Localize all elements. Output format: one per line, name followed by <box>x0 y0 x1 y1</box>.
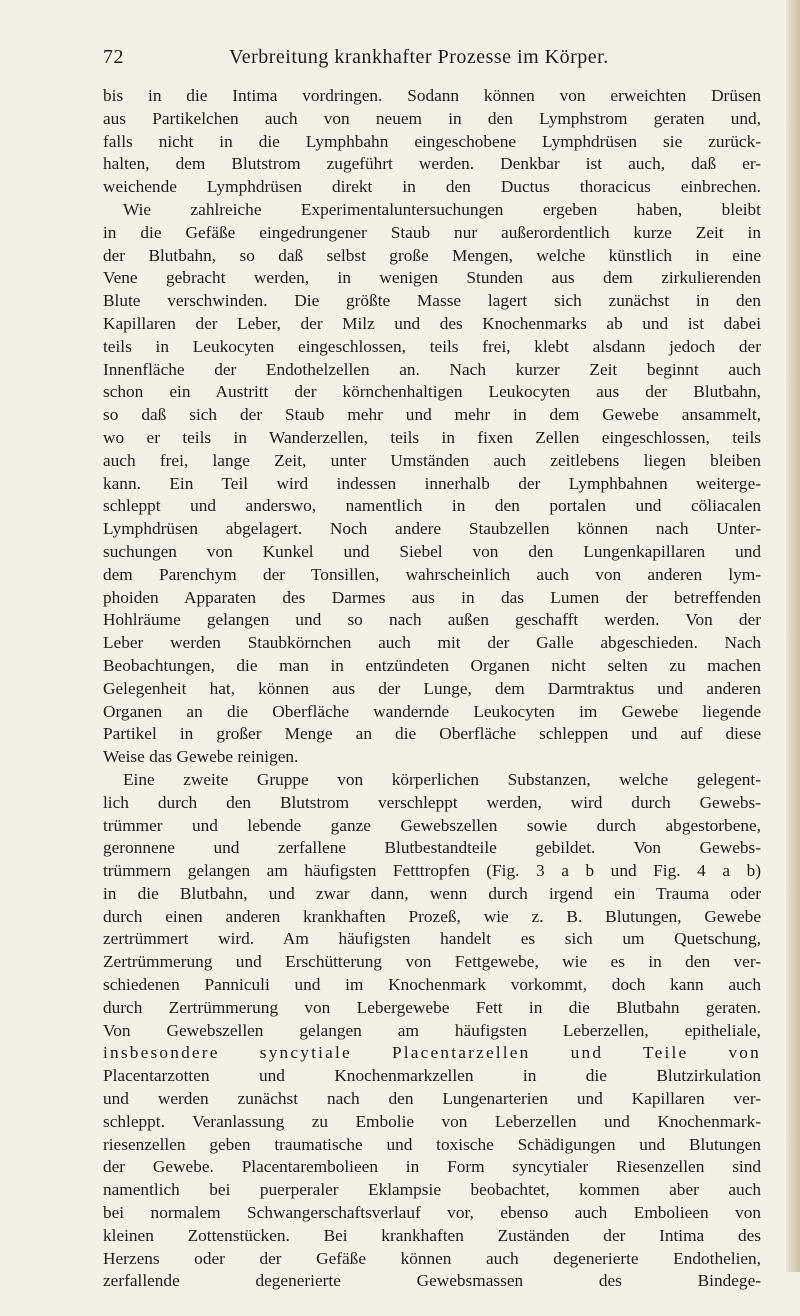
text-line: teils in Leukocyten eingeschlossen, teils frei, klebt alsdann jedoch der <box>103 336 761 356</box>
text-line: bis in die Intima vordringen. Sodann können von erweichten Drüsen <box>103 86 761 105</box>
text-line: schiedenen Panniculi und im Knochenmark vorkommt, doch kann auch <box>103 975 761 995</box>
text-line: zertrümmert wird. Am häufigsten handelt es sich um Quetschung, <box>103 929 761 949</box>
text-line: dem Parenchym der Tonsillen, wahrscheinlich auch von anderen lym- <box>103 564 761 584</box>
text-line: Innenfläche der Endothelzellen an. Nach kurzer Zeit beginnt auch <box>103 359 761 379</box>
text-line: in die Blutbahn, und zwar dann, wenn durch irgend ein Trauma oder <box>103 883 761 903</box>
text-line: Gelegenheit hat, können aus der Lunge, dem Darmtraktus und anderen <box>103 678 761 698</box>
text-line: der Gewebe. Placentarembolieen in Form syncytialer Riesenzellen sind <box>103 1157 761 1177</box>
text-line: schon ein Austritt der körnchenhaltigen Leukocyten aus der Blutbahn, <box>103 382 761 402</box>
text-line: auch frei, lange Zeit, unter Umständen auch zeitlebens liegen bleiben <box>103 450 761 470</box>
page-edge <box>786 0 800 1272</box>
text-line: kann. Ein Teil wird indessen innerhalb der Lymphbahnen weiterge- <box>103 473 761 493</box>
text-line: trümmern gelangen am häufigsten Fetttropfen (Fig. 3 a b und Fig. 4 a b) <box>103 861 761 881</box>
text-line: in die Gefäße eingedrungener Staub nur außerordentlich kurze Zeit in <box>103 222 761 242</box>
page-header <box>103 40 761 74</box>
text-line: namentlich bei puerperaler Eklampsie beobachtet, kommen aber auch <box>103 1180 761 1200</box>
page-number: 72 <box>103 46 124 68</box>
text-line: riesenzellen geben traumatische und toxische Schädigungen und Blutungen <box>103 1134 761 1154</box>
text-line: Leber werden Staubkörnchen auch mit der Galle abgeschieden. Nach <box>103 633 761 653</box>
text-line: halten, dem Blutstrom zugeführt werden. Denkbar ist auch, daß er- <box>103 154 761 174</box>
text-line: Kapillaren der Leber, der Milz und des Knochenmarks ab und ist dabei <box>103 313 761 333</box>
text-line: Blute verschwinden. Die größte Masse lagert sich zunächst in den <box>103 291 761 311</box>
text-line: Wie zahlreiche Experimentaluntersuchungen ergeben haben, bleibt <box>123 199 761 219</box>
text-line: Eine zweite Gruppe von körperlichen Substanzen, welche gelegent- <box>123 769 761 789</box>
text-line: aus Partikelchen auch von neuem in den Lymphstrom geraten und, <box>103 108 761 128</box>
text-line: Partikel in großer Menge an die Oberfläche schleppen und auf diese <box>103 724 761 744</box>
text-line: falls nicht in die Lymphbahn eingeschobene Lymphdrüsen sie zurück- <box>103 131 761 151</box>
text-line: lich durch den Blutstrom verschleppt werden, wird durch Gewebs- <box>103 792 761 812</box>
text-line: so daß sich der Staub mehr und mehr in dem Gewebe ansammelt, <box>103 405 761 425</box>
text-line: Beobachtungen, die man in entzündeten Organen nicht selten zu machen <box>103 655 761 675</box>
text-line: weichende Lymphdrüsen direkt in den Ductus thoracicus einbrechen. <box>103 177 761 197</box>
text-line: Vene gebracht werden, in wenigen Stunden aus dem zirkulierenden <box>103 268 761 288</box>
text-line: Organen an die Oberfläche wandernde Leukocyten im Gewebe liegende <box>103 701 761 721</box>
text-line: Lymphdrüsen abgelagert. Noch andere Staubzellen können nach Unter- <box>103 519 761 539</box>
text-line: Zertrümmerung und Erschütterung von Fettgewebe, wie es in den ver- <box>103 952 761 972</box>
text-line: zerfallende degenerierte Gewebsmassen des Bindege- <box>103 1271 761 1291</box>
body-text <box>103 85 761 1316</box>
text-line: Weise das Gewebe reinigen. <box>103 747 299 767</box>
text-line: Herzens oder der Gefäße können auch degenerierte Endothelien, <box>103 1248 761 1268</box>
text-line: wo er teils in Wanderzellen, teils in fixen Zellen eingeschlossen, teils <box>103 427 761 447</box>
text-line: insbesondere syncytiale Placentarzellen und Teile von <box>103 1043 761 1063</box>
text-line: durch einen anderen krankhaften Prozeß, wie z. B. Blutungen, Gewebe <box>103 906 761 926</box>
text-line: phoiden Apparaten des Darmes aus in das Lumen der betreffenden <box>103 587 761 607</box>
text-line: geronnene und zerfallene Blutbestandteile gebildet. Von Gewebs- <box>103 838 761 858</box>
text-line: suchungen von Kunkel und Siebel von den Lungenkapillaren und <box>103 541 761 561</box>
text-line: bei normalem Schwangerschaftsverlauf vor, ebenso auch Embolieen von <box>103 1203 761 1223</box>
text-line: schleppt und anderswo, namentlich in den portalen und cöliacalen <box>103 496 761 516</box>
running-title: Verbreitung krankhafter Prozesse im Körper. <box>229 46 609 68</box>
text-line <box>103 1293 761 1316</box>
text-line: Hohlräume gelangen und so nach außen geschafft werden. Von der <box>103 610 761 630</box>
text-line: Von Gewebszellen gelangen am häufigsten Leberzellen, epitheliale, <box>103 1020 761 1040</box>
text-line: kleinen Zottenstücken. Bei krankhaften Zuständen der Intima des <box>103 1225 761 1245</box>
text-line: und werden zunächst nach den Lungenarterien und Kapillaren ver- <box>103 1089 761 1109</box>
text-line: schleppt. Veranlassung zu Embolie von Leberzellen und Knochenmark- <box>103 1111 761 1131</box>
text-line: Placentarzotten und Knochenmarkzellen in die Blutzirkulation <box>103 1066 761 1086</box>
text-line: durch Zertrümmerung von Lebergewebe Fett in die Blutbahn geraten. <box>103 997 761 1017</box>
text-line: der Blutbahn, so daß selbst große Mengen, welche künstlich in eine <box>103 245 761 265</box>
text-line: trümmer und lebende ganze Gewebszellen sowie durch abgestorbene, <box>103 815 761 835</box>
